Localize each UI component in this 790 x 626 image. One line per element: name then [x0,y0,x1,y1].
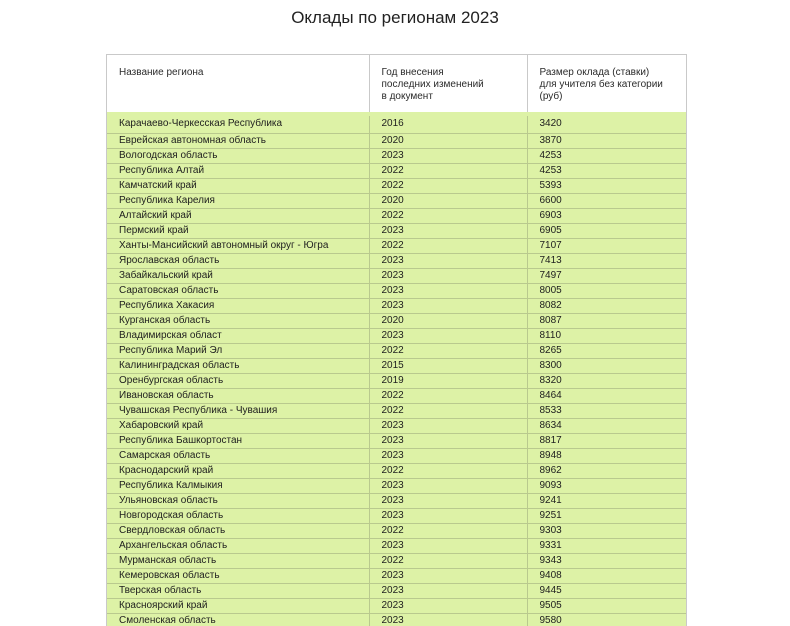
cell-year: 2022 [369,343,527,358]
header-salary-line: Размер оклада (ставки) [539,67,650,78]
table-row [107,403,686,418]
cell-region: Курганская область [107,313,369,328]
cell-year: 2023 [369,613,527,626]
cell-salary: 7413 [527,253,686,268]
cell-year: 2023 [369,298,527,313]
cell-year: 2022 [369,388,527,403]
table-body [107,114,686,626]
cell-region: Ярославская область [107,253,369,268]
cell-region: Чувашская Республика - Чувашия [107,403,369,418]
cell-salary: 5393 [527,178,686,193]
cell-salary: 4253 [527,163,686,178]
cell-year: 2022 [369,208,527,223]
cell-region: Ульяновская область [107,493,369,508]
cell-region: Свердловская область [107,523,369,538]
table-row [107,448,686,463]
cell-year: 2023 [369,568,527,583]
cell-region: Республика Калмыкия [107,478,369,493]
cell-salary: 9580 [527,613,686,626]
cell-salary: 9241 [527,493,686,508]
table-row [107,373,686,388]
cell-region: Пермский край [107,223,369,238]
cell-year: 2023 [369,418,527,433]
table-row [107,238,686,253]
cell-region: Алтайский край [107,208,369,223]
cell-salary: 9093 [527,478,686,493]
table-row [107,508,686,523]
cell-region: Республика Алтай [107,163,369,178]
cell-year: 2022 [369,463,527,478]
cell-year: 2023 [369,478,527,493]
cell-salary: 8320 [527,373,686,388]
cell-year: 2023 [369,148,527,163]
table-row [107,493,686,508]
table-row [107,298,686,313]
cell-year: 2023 [369,538,527,553]
table-row [107,193,686,208]
cell-salary: 9505 [527,598,686,613]
cell-year: 2023 [369,268,527,283]
table-row [107,313,686,328]
cell-salary: 7497 [527,268,686,283]
table-row [107,114,686,133]
table-row [107,523,686,538]
cell-year: 2023 [369,583,527,598]
cell-region: Оренбургская область [107,373,369,388]
salary-table [107,55,686,626]
cell-year: 2023 [369,508,527,523]
table-row [107,568,686,583]
cell-salary: 3420 [527,114,686,133]
table-row [107,433,686,448]
cell-region: Самарская область [107,448,369,463]
cell-year: 2022 [369,163,527,178]
cell-year: 2023 [369,433,527,448]
table-row [107,583,686,598]
header-region-label: Название региона [119,67,204,78]
table-row [107,253,686,268]
cell-region: Тверская область [107,583,369,598]
cell-salary: 8817 [527,433,686,448]
header-year-line: последних изменений [381,79,484,90]
cell-salary: 8082 [527,298,686,313]
cell-salary: 6600 [527,193,686,208]
cell-region: Республика Хакасия [107,298,369,313]
cell-region: Забайкальский край [107,268,369,283]
header-salary [527,55,686,114]
header-year-line: в документ [381,91,433,102]
cell-region: Калининградская область [107,358,369,373]
cell-salary: 4253 [527,148,686,163]
cell-region: Республика Карелия [107,193,369,208]
cell-year: 2023 [369,328,527,343]
cell-salary: 9408 [527,568,686,583]
cell-year: 2019 [369,373,527,388]
cell-salary: 3870 [527,133,686,148]
header-region [107,55,369,114]
cell-salary: 9251 [527,508,686,523]
cell-salary: 7107 [527,238,686,253]
cell-region: Новгородская область [107,508,369,523]
cell-region: Саратовская область [107,283,369,298]
cell-salary: 8087 [527,313,686,328]
cell-region: Смоленская область [107,613,369,626]
table-row [107,178,686,193]
table-row [107,133,686,148]
cell-region: Вологодская область [107,148,369,163]
cell-salary: 8634 [527,418,686,433]
header-salary-line: для учителя без категории [539,79,663,90]
table-row [107,268,686,283]
cell-salary: 9445 [527,583,686,598]
table-row [107,538,686,553]
cell-year: 2023 [369,223,527,238]
cell-salary: 8265 [527,343,686,358]
table-row [107,208,686,223]
cell-year: 2022 [369,523,527,538]
cell-year: 2022 [369,238,527,253]
cell-region: Мурманская область [107,553,369,568]
header-salary-line: (руб) [539,91,563,102]
cell-salary: 8533 [527,403,686,418]
cell-region: Камчатский край [107,178,369,193]
cell-salary: 9343 [527,553,686,568]
table-row [107,358,686,373]
cell-salary: 8110 [527,328,686,343]
table-row [107,163,686,178]
cell-region: Хабаровский край [107,418,369,433]
cell-year: 2016 [369,114,527,133]
cell-region: Еврейская автономная область [107,133,369,148]
header-year-line: Год внесения [381,67,444,78]
page-title: Оклады по регионам 2023 [291,8,499,27]
table-row [107,328,686,343]
cell-region: Владимирская област [107,328,369,343]
cell-region: Красноярский край [107,598,369,613]
cell-region: Республика Марий Эл [107,343,369,358]
table-row [107,478,686,493]
cell-year: 2022 [369,553,527,568]
cell-region: Кемеровская область [107,568,369,583]
cell-year: 2023 [369,493,527,508]
cell-salary: 8464 [527,388,686,403]
table-row [107,388,686,403]
table-row [107,553,686,568]
table-row [107,223,686,238]
header-year [369,55,527,114]
cell-year: 2020 [369,313,527,328]
cell-salary: 8948 [527,448,686,463]
cell-year: 2023 [369,253,527,268]
cell-year: 2023 [369,283,527,298]
cell-year: 2023 [369,598,527,613]
cell-salary: 6905 [527,223,686,238]
cell-salary: 8005 [527,283,686,298]
table-row [107,613,686,626]
cell-year: 2022 [369,178,527,193]
cell-region: Ивановская область [107,388,369,403]
cell-region: Ханты-Мансийский автономный округ - Югра [107,238,369,253]
table-row [107,598,686,613]
cell-region: Архангельская область [107,538,369,553]
cell-year: 2020 [369,193,527,208]
table-header-row [107,55,686,114]
table-row [107,343,686,358]
table-row [107,148,686,163]
cell-salary: 9331 [527,538,686,553]
cell-region: Республика Башкортостан [107,433,369,448]
cell-year: 2015 [369,358,527,373]
cell-salary: 6903 [527,208,686,223]
salary-table-container [106,54,687,626]
cell-year: 2022 [369,403,527,418]
cell-salary: 8962 [527,463,686,478]
cell-year: 2020 [369,133,527,148]
cell-region: Краснодарский край [107,463,369,478]
cell-region: Карачаево-Черкесская Республика [107,114,369,133]
table-row [107,283,686,298]
table-row [107,418,686,433]
cell-salary: 8300 [527,358,686,373]
table-row [107,463,686,478]
cell-salary: 9303 [527,523,686,538]
cell-year: 2023 [369,448,527,463]
